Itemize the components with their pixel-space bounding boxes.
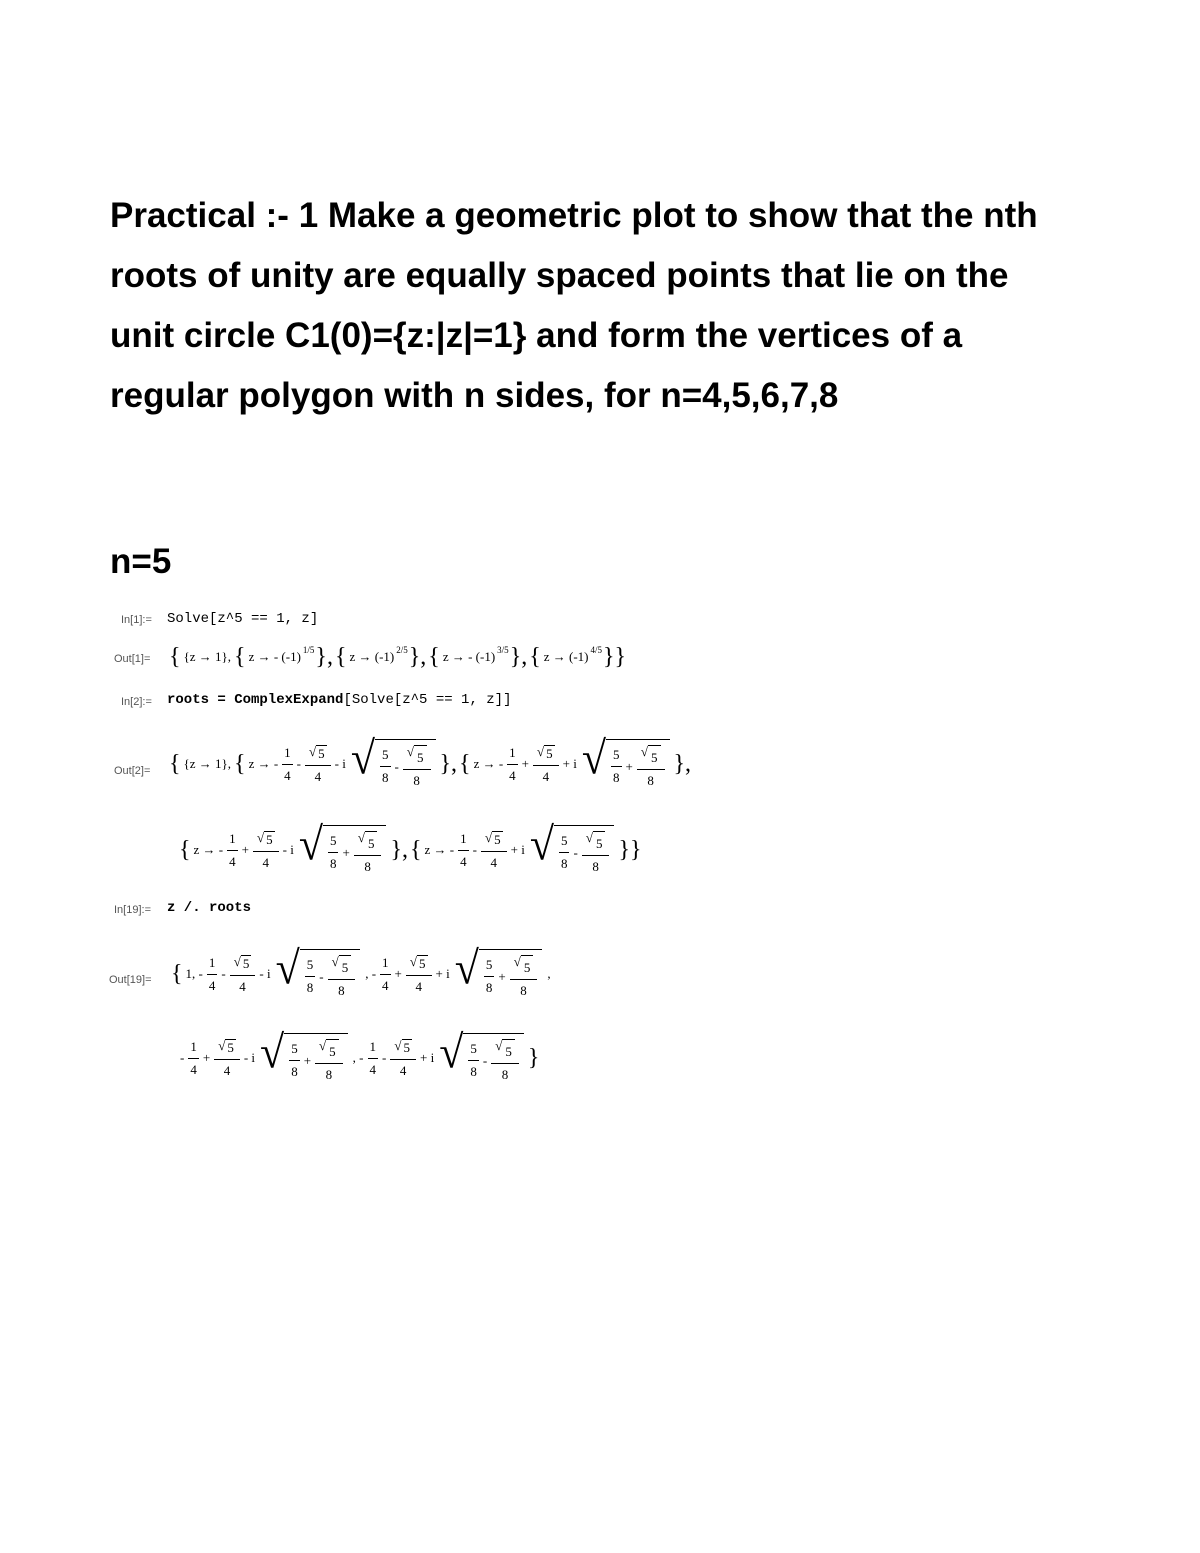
exponent-3: 3/5 [497,645,509,655]
output-19-line-1: { 1, - $\frac{1}{4}$ - √ 5 4 - i √ $\frac{5}{8}$ - √ 5 8 , - $\frac{1}{4}$ + √ 5 4 + i √ $\frac{5}{8}$ + √ 5 8 , [171,942,551,998]
output-label-2: Out[2]= [114,765,151,777]
output-2-line-2: { z → - $\frac{1}{4}$ + √ 5 4 - i √ $\frac{5}{8}$ + √ 5 8 }, { z → - $\frac{1}{4}$ - √ 5 4 + i √ $\frac{5}{8}$ - √ 5 8 }} [179,818,642,874]
output-2-line-1: { {z → 1}, { z → - $\frac{1}{4}$ - √ 5 4 - i √ $\frac{5}{8}$ - √ 5 8 }, { z → - $\frac{1}{4}$ + √ 5 4 + i √ $\frac{5}{8}$ + √ 5 8 }, [169,732,692,788]
input-code-19[interactable]: z /. roots [167,900,252,916]
exponent-4: 4/5 [590,645,603,655]
input-label-1: In[1]:= [121,614,152,626]
output-1: { {z → 1}, { z → - (-1) 1/5 }, { z → (-1) 2/5 }, { z → - (-1) 3/5 }, { z → (-1) 4/5 }} [169,644,627,670]
input-label-2: In[2]:= [121,696,152,708]
exponent-1: 1/5 [302,645,315,655]
input-label-19: In[19]:= [114,904,152,916]
exponent-2: 2/5 [396,645,408,655]
output-19-line-2: - $\frac{1}{4}$ + √ 5 4 - i √ $\frac{5}{8}$ + √ 5 8 , - $\frac{1}{4}$ - √ 5 4 + i √ $\frac{5}{8}$ - √ 5 8 } [180,1026,540,1082]
output-label-19: Out[19]= [109,974,152,986]
section-heading-n5: n=5 [110,542,172,581]
output-label-1: Out[1]= [114,653,151,665]
input-code-2[interactable]: roots = ComplexExpand[Solve[z^5 == 1, z]] [167,692,512,708]
page-title: Practical :- 1 Make a geometric plot to show that the nth roots of unity are equally spaced points that lie on the unit circle C1(0)={z:|z|=1} and form the vertices of a regular polygon with n sides, for n=4,5,6,7,8 [110,196,1038,415]
input-code-1[interactable]: Solve[z^5 == 1, z] [167,611,319,627]
